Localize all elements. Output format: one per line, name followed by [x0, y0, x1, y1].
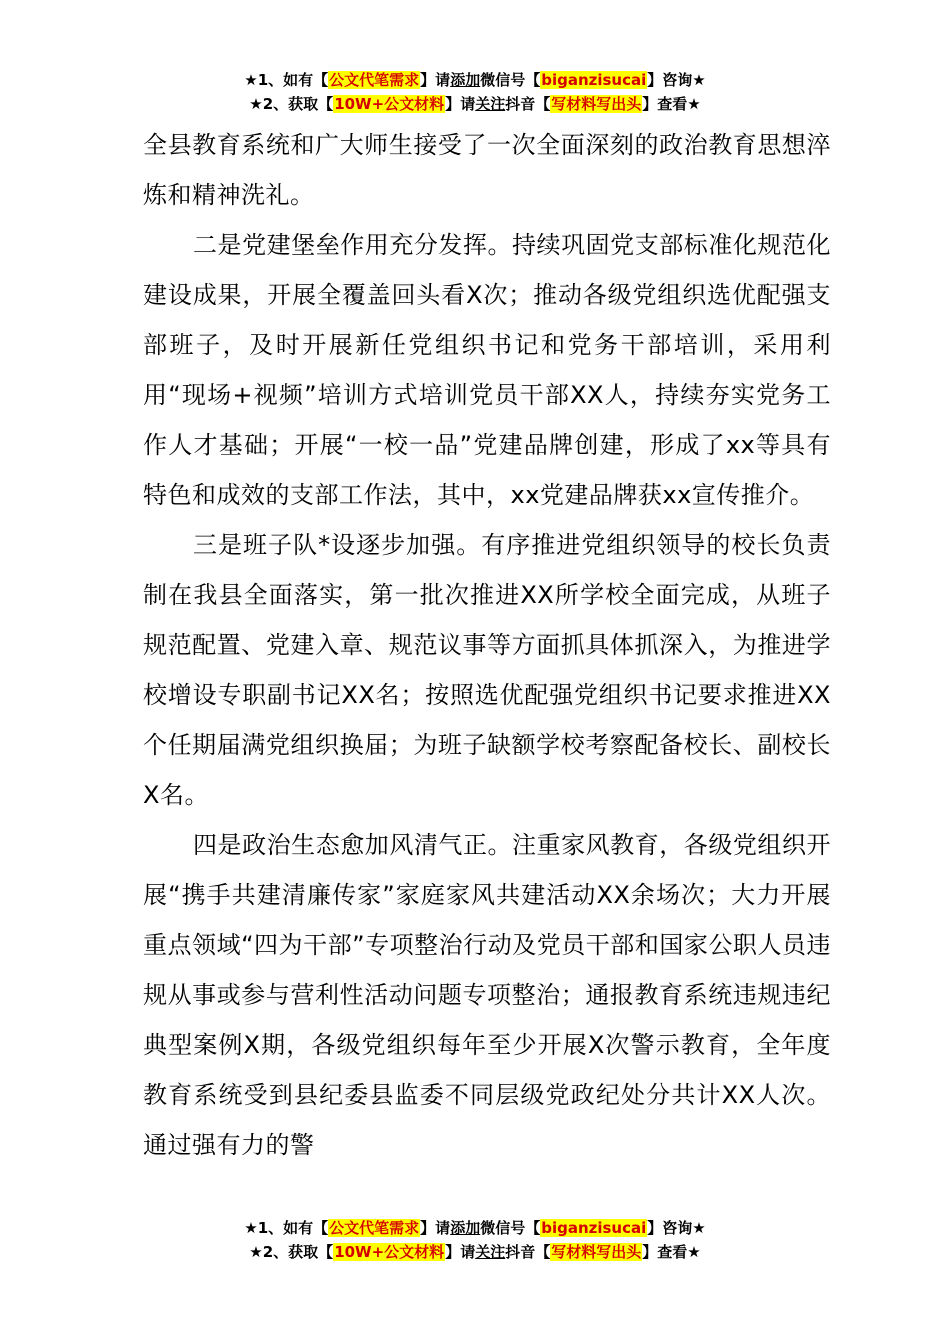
- banner-text: ★1、如有【: [244, 1219, 329, 1237]
- banner-text: 】请: [420, 71, 451, 89]
- banner-text: ★2、获取【: [249, 1243, 334, 1261]
- wechat-id-highlight: biganzisucai: [541, 1219, 647, 1237]
- banner-text: 】咨询★: [647, 1219, 706, 1237]
- banner-text: 】查看★: [642, 1243, 701, 1261]
- douyin-id-highlight: 写材料写出头: [551, 95, 642, 113]
- highlight-text: 公文代笔需求: [329, 1219, 420, 1237]
- underlined-text: 添加: [450, 1219, 481, 1237]
- banner-text: 抖音【: [505, 95, 551, 113]
- banner-text: 】请: [445, 95, 476, 113]
- banner-line-1: [0, 1216, 950, 1240]
- banner-line-2: [0, 1240, 950, 1264]
- footer-banner: [0, 1216, 950, 1264]
- banner-text: ★2、获取【: [249, 95, 334, 113]
- paragraph-leadership-team: 三是班子队*设逐步加强。有序推进党组织领导的校长负责制在我县全面落实，第一批次推进XX所学校全面完成，从班子规范配置、党建入章、规范议事等方面抓具体抓深入，为推进学校增设专职副书记XX名；按照选优配强党组织书记要求推进XX个任期届满党组织换届；为班子缺额学校考察配备校长、副校长X名。: [143, 531, 831, 809]
- underlined-text: 关注: [475, 1243, 506, 1261]
- underlined-text: 关注: [475, 95, 506, 113]
- banner-text: 微信号【: [480, 1219, 541, 1237]
- highlight-text: 10W+公文材料: [334, 1243, 445, 1261]
- douyin-id-highlight: 写材料写出头: [551, 1243, 642, 1261]
- wechat-id-highlight: biganzisucai: [541, 71, 647, 89]
- paragraph-continuation: 全县教育系统和广大师生接受了一次全面深刻的政治教育思想淬炼和精神洗礼。: [143, 131, 831, 209]
- paragraph-party-building: 二是党建堡垒作用充分发挥。持续巩固党支部标准化规范化建设成果，开展全覆盖回头看X次；推动各级党组织选优配强支部班子，及时开展新任党组织书记和党务干部培训，采用利用“现场+视频”培训方式培训党员干部XX人，持续夯实党务工作人才基础；开展“一校一品”党建品牌创建，形成了xx等具有特色和成效的支部工作法，其中，xx党建品牌获xx宣传推介。: [143, 231, 831, 509]
- banner-line-2: [0, 92, 950, 116]
- banner-text: 】请: [445, 1243, 476, 1261]
- banner-text: 】咨询★: [647, 71, 706, 89]
- document-body: [143, 120, 831, 1170]
- banner-text: 微信号【: [480, 71, 541, 89]
- banner-text: ★1、如有【: [244, 71, 329, 89]
- banner-text: 抖音【: [505, 1243, 551, 1261]
- underlined-text: 添加: [450, 71, 481, 89]
- header-banner: [0, 68, 950, 116]
- paragraph-political-ecology: 四是政治生态愈加风清气正。注重家风教育，各级党组织开展“携手共建清廉传家”家庭家风共建活动XX余场次；大力开展重点领域“四为干部”专项整治行动及党员干部和国家公职人员违规从事或参与营利性活动问题专项整治；通报教育系统违规违纪典型案例X期，各级党组织每年至少开展X次警示教育，全年度教育系统受到县纪委县监委不同层级党政纪处分共计XX人次。通过强有力的警: [143, 831, 831, 1159]
- highlight-text: 公文代笔需求: [329, 71, 420, 89]
- banner-text: 】查看★: [642, 95, 701, 113]
- banner-text: 】请: [420, 1219, 451, 1237]
- highlight-text: 10W+公文材料: [334, 95, 445, 113]
- banner-line-1: [0, 68, 950, 92]
